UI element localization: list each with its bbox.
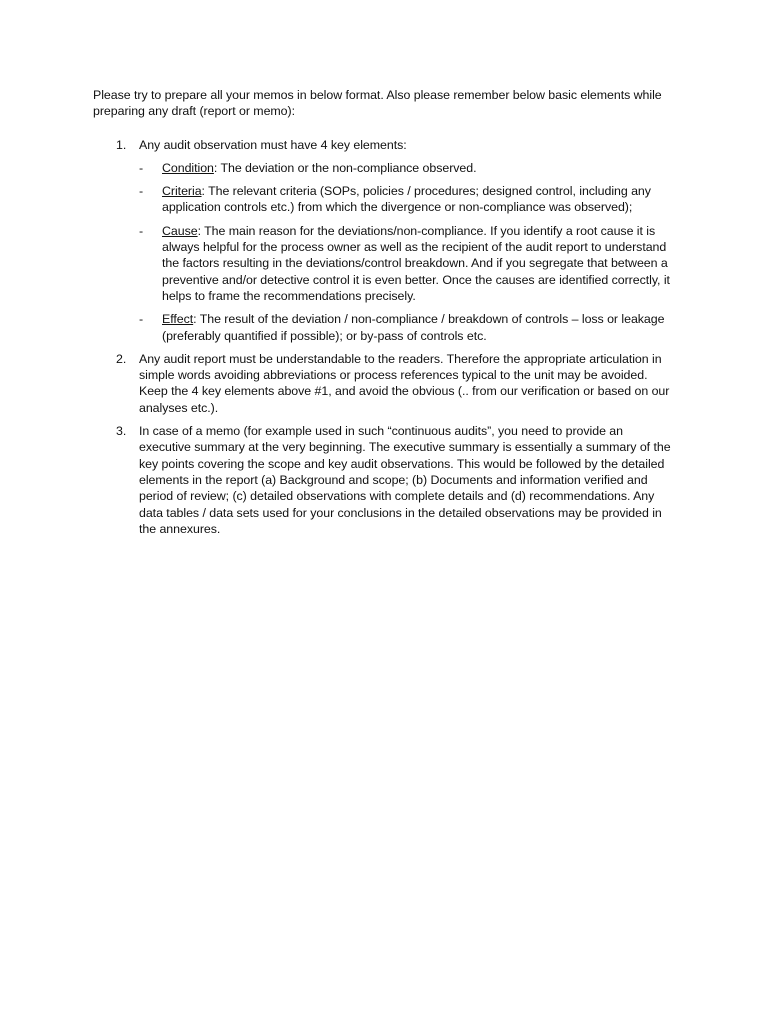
key-elements-list: [139, 160, 678, 344]
dash-bullet: -: [139, 312, 144, 327]
list-item-1: [93, 137, 678, 344]
effect-text: : The result of the deviation / non-compliance / breakdown of controls – loss or leakage (preferably quantified if possible); or by-pass of controls etc.: [162, 312, 665, 343]
key-element-criteria: [139, 183, 678, 216]
term-criteria: Criteria: [162, 184, 202, 199]
guidelines-list: [93, 137, 678, 538]
key-element-effect: [139, 311, 678, 344]
term-condition: Condition: [162, 160, 214, 175]
dash-bullet: -: [139, 223, 144, 238]
term-cause: Cause: [162, 223, 198, 238]
list-number-2: 2.: [116, 351, 127, 366]
cause-text: : The main reason for the deviations/non-compliance. If you identify a root cause it is always helpful for the process owner as well as the recipient of the audit report to understand the factors resulting in the deviations/control breakdown. And if you segregate that between a preventive and/or detective control it is even better. Once the causes are identified correctly, it helps to frame the recommendations precisely.: [162, 223, 670, 303]
term-effect: Effect: [162, 312, 194, 327]
key-element-cause: [139, 223, 678, 304]
key-element-condition: [139, 160, 678, 176]
condition-text: : The deviation or the non-compliance observed.: [213, 160, 477, 175]
criteria-text: : The relevant criteria (SOPs, policies / procedures; designed control, including any application controls etc.) from which the divergence or non-compliance was observed);: [162, 184, 651, 215]
list-number-1: 1.: [116, 137, 127, 152]
dash-bullet: -: [139, 184, 144, 199]
list-number-3: 3.: [116, 424, 127, 439]
list-item-3-text: In case of a memo (for example used in such “continuous audits”, you need to provide an executive summary at the very beginning. The executive summary is essentially a summary of the key points covering the scope and key audit observations. This would be followed by the detailed elements in the report (a) Background and scope; (b) Documents and information verified and period of review; (c) detailed observations with complete details and (d) recommendations. Any data tables / data sets used for your conclusions in the detailed observations may be provided in the annexures.: [139, 424, 671, 536]
intro-paragraph: Please try to prepare all your memos in below format. Also please remember below basic elements while preparing any draft (report or memo):: [93, 88, 662, 119]
dash-bullet: -: [139, 160, 144, 175]
list-item-2-text: Any audit report must be understandable to the readers. Therefore the appropriate articulation in simple words avoiding abbreviations or process references typical to the unit may be avoided. Keep the 4 key elements above #1, and avoid the obvious (.. from our verification or based on our analyses etc.).: [139, 351, 670, 415]
list-item-3: [93, 423, 678, 537]
document-page: [93, 87, 678, 544]
list-item-2: [93, 351, 678, 416]
list-item-1-text: Any audit observation must have 4 key elements:: [139, 137, 407, 152]
